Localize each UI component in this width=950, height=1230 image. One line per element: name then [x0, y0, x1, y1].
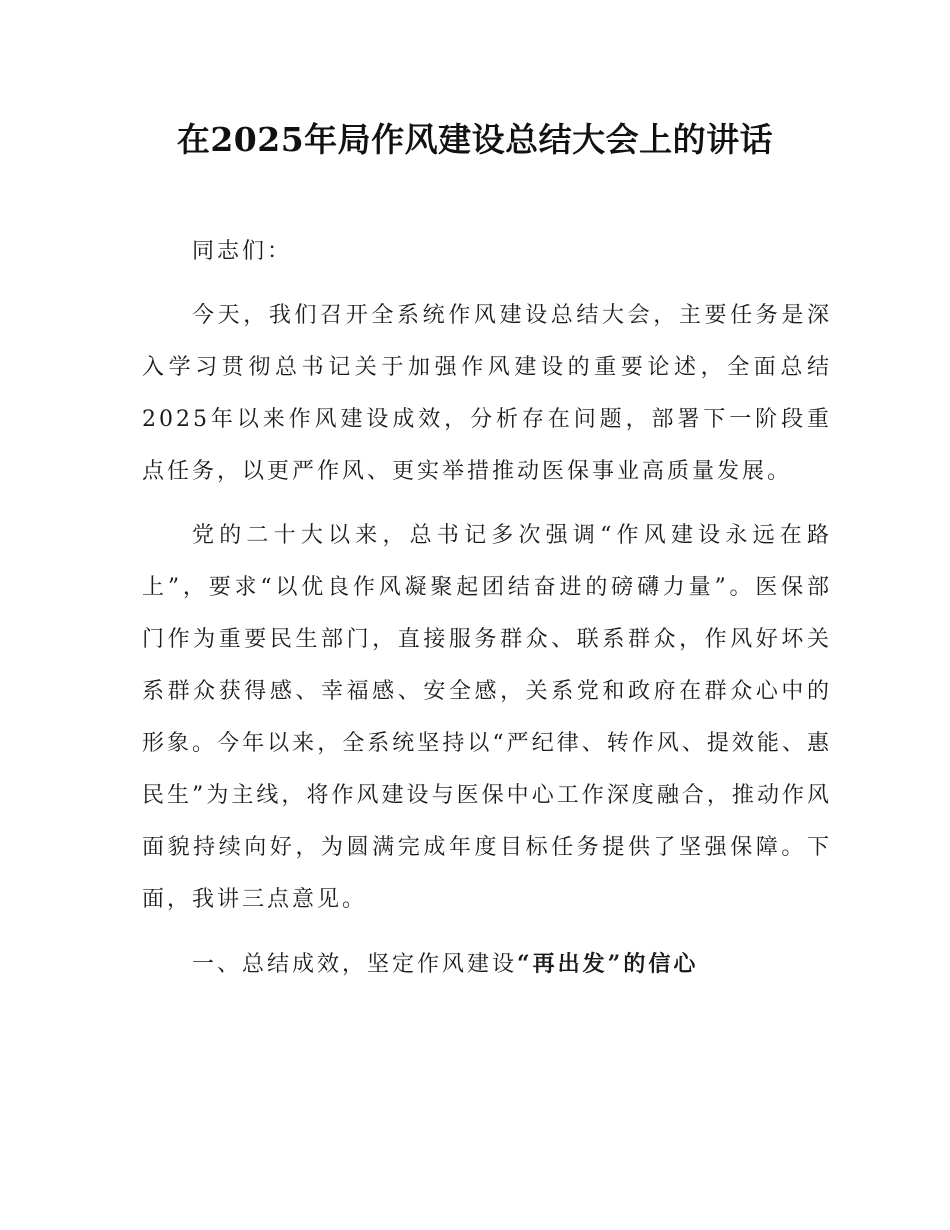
section-heading-1	[142, 938, 832, 991]
document-title: 在2025年局作风建设总结大会上的讲话	[176, 120, 774, 159]
section-heading-prefix: 一、总结成效，坚定作风建设	[192, 952, 518, 977]
salutation: 同志们：	[192, 239, 293, 264]
document-body	[142, 226, 832, 1003]
paragraph-intro: 今天，我们召开全系统作风建设总结大会，主要任务是深入学习贯彻总书记关于加强作风建设的重要论述，全面总结2025年以来作风建设成效，分析存在问题，部署下一阶段重点任务，以更严作风、更实举措推动医保事业高质量发展。	[142, 303, 832, 484]
paragraph-background: 党的二十大以来，总书记多次强调“作风建设永远在路上”，要求“以优良作风凝聚起团结奋进的磅礴力量”。医保部门作为重要民生部门，直接服务群众、联系群众，作风好坏关系群众获得感、幸福感、安全感，关系党和政府在群众心中的形象。今年以来，全系统坚持以“严纪律、转作风、提效能、惠民生”为主线，将作风建设与医保中心工作深度融合，推动作风面貌持续向好，为圆满完成年度目标任务提供了坚强保障。下面，我讲三点意见。	[142, 523, 832, 912]
section-heading-emphasis: “再出发”的信心	[517, 951, 699, 977]
